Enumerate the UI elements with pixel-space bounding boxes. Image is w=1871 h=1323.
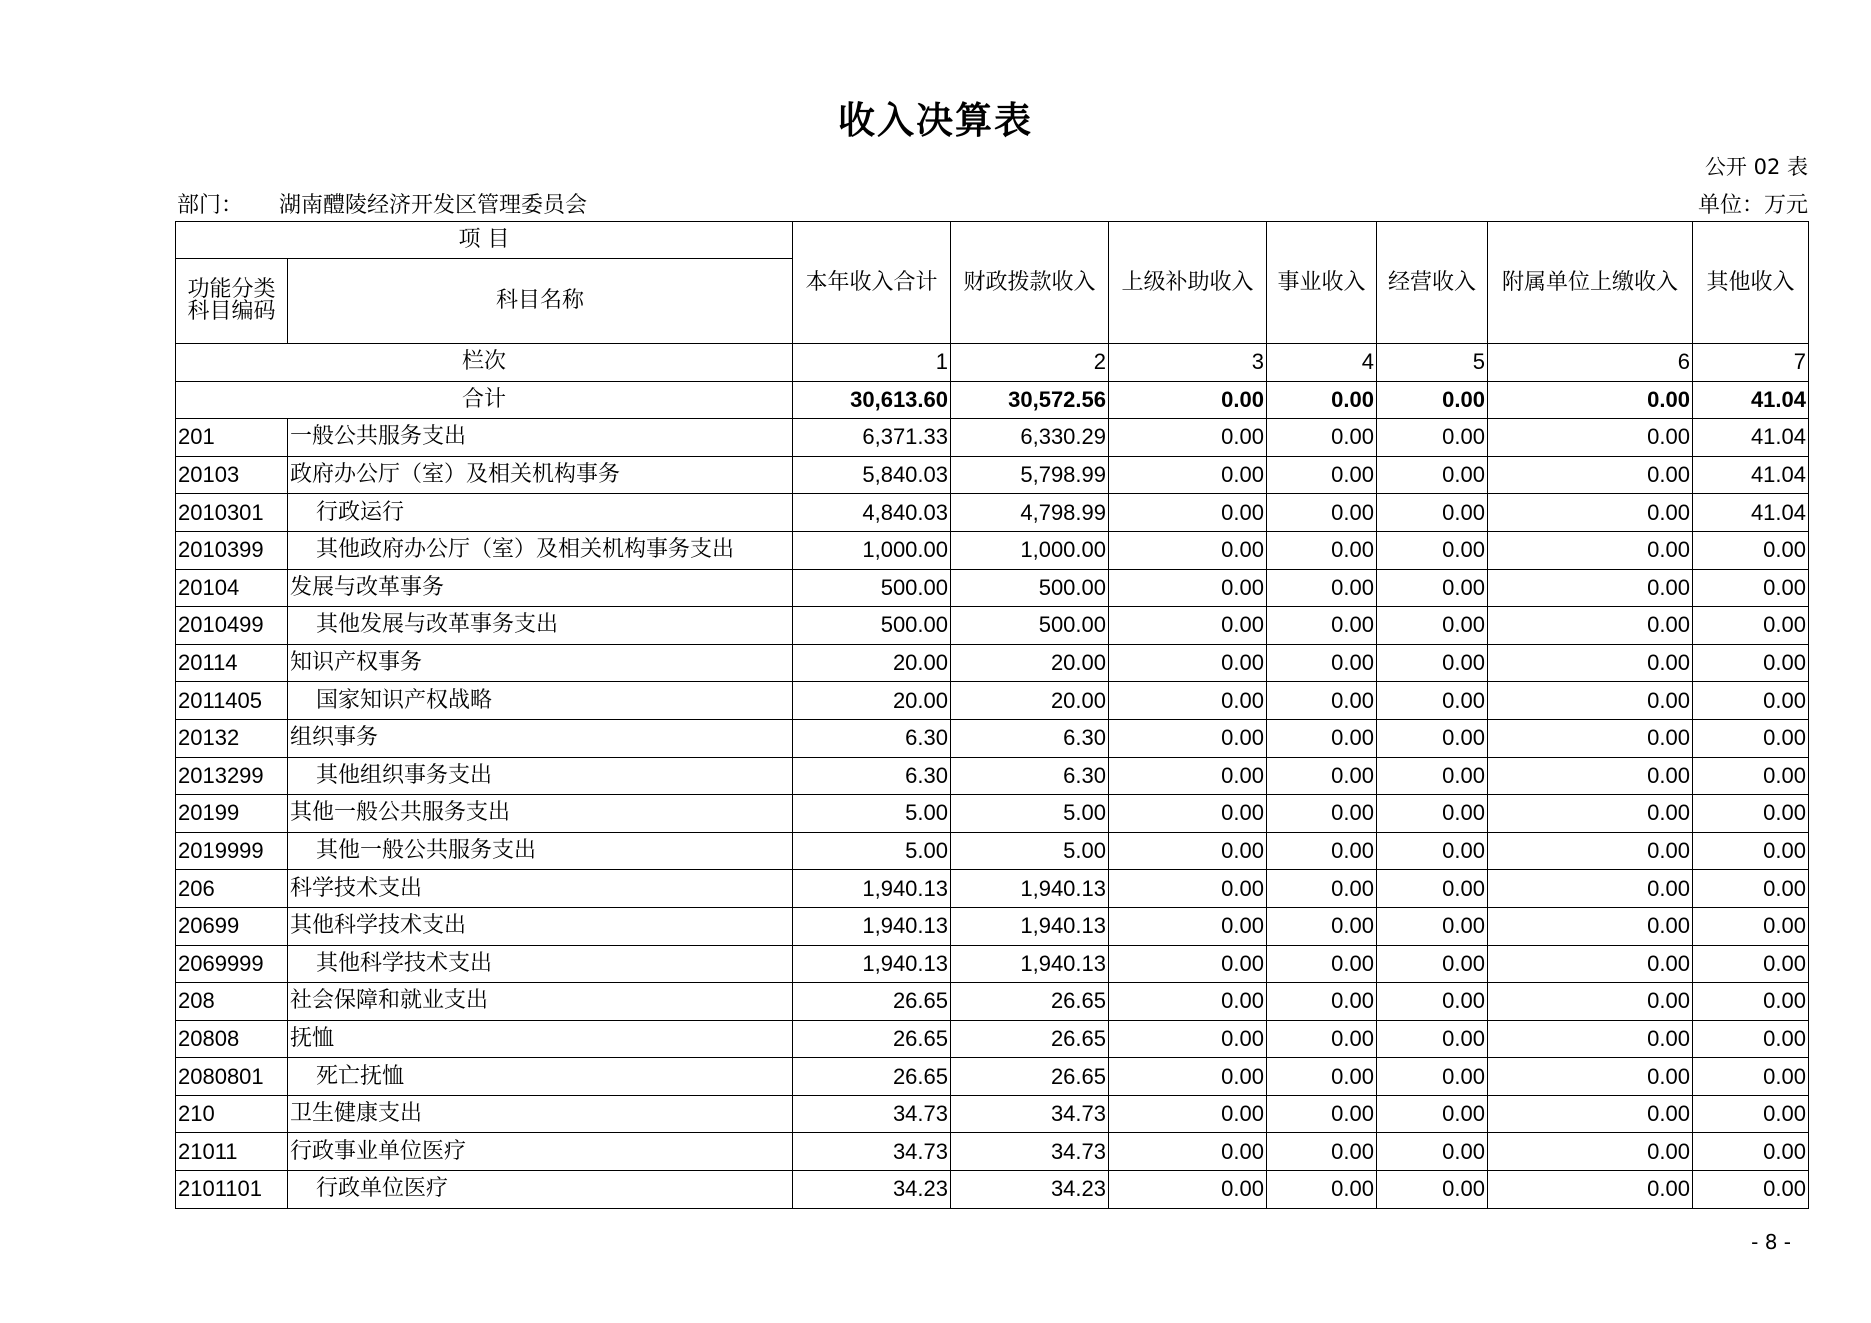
row-index-1: 1 — [793, 344, 951, 382]
value-col-5: 0.00 — [1377, 531, 1488, 569]
subject-code: 2019999 — [176, 832, 288, 870]
subject-code: 2013299 — [176, 757, 288, 795]
value-col-7: 0.00 — [1693, 1058, 1809, 1096]
unit-label: 单位：万元 — [1697, 193, 1808, 218]
subject-code: 2010399 — [176, 531, 288, 569]
subject-code: 20132 — [176, 719, 288, 757]
header-col-3: 上级补助收入 — [1109, 222, 1267, 344]
value-col-5: 0.00 — [1377, 1095, 1488, 1133]
value-col-4: 0.00 — [1267, 1058, 1377, 1096]
value-col-1: 5,840.03 — [793, 456, 951, 494]
table-row — [176, 795, 1809, 833]
value-col-7: 41.04 — [1693, 494, 1809, 532]
value-col-6: 0.00 — [1488, 832, 1693, 870]
value-col-4: 0.00 — [1267, 1020, 1377, 1058]
value-col-2: 500.00 — [951, 569, 1109, 607]
value-col-5: 0.00 — [1377, 945, 1488, 983]
subject-name: 死亡抚恤 — [288, 1058, 793, 1096]
value-col-6: 0.00 — [1488, 456, 1693, 494]
value-col-5: 0.00 — [1377, 870, 1488, 908]
subject-code: 20103 — [176, 456, 288, 494]
value-col-1: 1,940.13 — [793, 945, 951, 983]
value-col-5: 0.00 — [1377, 1020, 1488, 1058]
row-index-3: 3 — [1109, 344, 1267, 382]
value-col-6: 0.00 — [1488, 494, 1693, 532]
subject-name: 其他发展与改革事务支出 — [288, 607, 793, 645]
value-col-2: 20.00 — [951, 682, 1109, 720]
value-col-7: 0.00 — [1693, 719, 1809, 757]
value-col-2: 20.00 — [951, 644, 1109, 682]
value-col-7: 0.00 — [1693, 870, 1809, 908]
value-col-7: 0.00 — [1693, 644, 1809, 682]
value-col-4: 0.00 — [1267, 1171, 1377, 1209]
value-col-5: 0.00 — [1377, 719, 1488, 757]
value-col-5: 0.00 — [1377, 1133, 1488, 1171]
value-col-2: 1,940.13 — [951, 945, 1109, 983]
value-col-6: 0.00 — [1488, 757, 1693, 795]
value-col-1: 500.00 — [793, 569, 951, 607]
value-col-3: 0.00 — [1109, 907, 1267, 945]
value-col-3: 0.00 — [1109, 945, 1267, 983]
header-col-2: 财政拨款收入 — [951, 222, 1109, 344]
subject-code: 20114 — [176, 644, 288, 682]
department-name: 湖南醴陵经济开发区管理委员会 — [279, 193, 588, 218]
value-col-3: 0.00 — [1109, 644, 1267, 682]
page-title: 收入决算表 — [838, 98, 1033, 142]
value-col-2: 500.00 — [951, 607, 1109, 645]
row-index-label: 栏次 — [176, 344, 793, 382]
value-col-1: 20.00 — [793, 644, 951, 682]
total-value-4: 0.00 — [1267, 381, 1377, 419]
value-col-4: 0.00 — [1267, 494, 1377, 532]
total-value-3: 0.00 — [1109, 381, 1267, 419]
total-value-5: 0.00 — [1377, 381, 1488, 419]
table-row — [176, 983, 1809, 1021]
value-col-1: 6.30 — [793, 757, 951, 795]
value-col-3: 0.00 — [1109, 1171, 1267, 1209]
value-col-1: 6,371.33 — [793, 419, 951, 457]
value-col-4: 0.00 — [1267, 983, 1377, 1021]
row-index-7: 7 — [1693, 344, 1809, 382]
value-col-5: 0.00 — [1377, 1171, 1488, 1209]
table-row — [176, 644, 1809, 682]
subject-code: 206 — [176, 870, 288, 908]
value-col-3: 0.00 — [1109, 1020, 1267, 1058]
value-col-5: 0.00 — [1377, 795, 1488, 833]
value-col-5: 0.00 — [1377, 757, 1488, 795]
value-col-5: 0.00 — [1377, 983, 1488, 1021]
header-col-5: 经营收入 — [1377, 222, 1488, 344]
table-row — [176, 456, 1809, 494]
row-index — [176, 344, 1809, 382]
header-name: 科目名称 — [288, 259, 793, 344]
table-row — [176, 945, 1809, 983]
total-label: 合计 — [176, 381, 793, 419]
table-row — [176, 1095, 1809, 1133]
value-col-6: 0.00 — [1488, 907, 1693, 945]
table-row — [176, 569, 1809, 607]
value-col-2: 26.65 — [951, 1058, 1109, 1096]
value-col-1: 26.65 — [793, 983, 951, 1021]
total-value-6: 0.00 — [1488, 381, 1693, 419]
value-col-7: 0.00 — [1693, 1171, 1809, 1209]
value-col-5: 0.00 — [1377, 832, 1488, 870]
value-col-3: 0.00 — [1109, 1058, 1267, 1096]
subject-code: 210 — [176, 1095, 288, 1133]
value-col-2: 34.73 — [951, 1095, 1109, 1133]
table-row — [176, 757, 1809, 795]
value-col-5: 0.00 — [1377, 682, 1488, 720]
table-row — [176, 531, 1809, 569]
table-row — [176, 682, 1809, 720]
value-col-4: 0.00 — [1267, 456, 1377, 494]
value-col-3: 0.00 — [1109, 569, 1267, 607]
value-col-6: 0.00 — [1488, 419, 1693, 457]
value-col-4: 0.00 — [1267, 531, 1377, 569]
value-col-5: 0.00 — [1377, 907, 1488, 945]
value-col-7: 0.00 — [1693, 795, 1809, 833]
value-col-3: 0.00 — [1109, 607, 1267, 645]
value-col-4: 0.00 — [1267, 569, 1377, 607]
value-col-4: 0.00 — [1267, 795, 1377, 833]
row-index-4: 4 — [1267, 344, 1377, 382]
subject-name: 社会保障和就业支出 — [288, 983, 793, 1021]
subject-code: 2069999 — [176, 945, 288, 983]
value-col-1: 34.73 — [793, 1095, 951, 1133]
subject-name: 其他一般公共服务支出 — [288, 832, 793, 870]
value-col-1: 4,840.03 — [793, 494, 951, 532]
subject-code: 2010301 — [176, 494, 288, 532]
table-row — [176, 1020, 1809, 1058]
value-col-6: 0.00 — [1488, 719, 1693, 757]
value-col-2: 6.30 — [951, 757, 1109, 795]
row-index-5: 5 — [1377, 344, 1488, 382]
subject-code: 20104 — [176, 569, 288, 607]
header-row-top — [176, 222, 1809, 259]
value-col-3: 0.00 — [1109, 983, 1267, 1021]
subject-code: 2101101 — [176, 1171, 288, 1209]
value-col-7: 0.00 — [1693, 983, 1809, 1021]
value-col-1: 20.00 — [793, 682, 951, 720]
value-col-3: 0.00 — [1109, 832, 1267, 870]
page-number: - 8 - — [1751, 1230, 1791, 1254]
table-row — [176, 419, 1809, 457]
value-col-1: 5.00 — [793, 795, 951, 833]
subject-name: 科学技术支出 — [288, 870, 793, 908]
total-value-2: 30,572.56 — [951, 381, 1109, 419]
value-col-1: 1,940.13 — [793, 907, 951, 945]
table-row — [176, 719, 1809, 757]
subject-name: 卫生健康支出 — [288, 1095, 793, 1133]
subject-name: 其他组织事务支出 — [288, 757, 793, 795]
subject-name: 行政事业单位医疗 — [288, 1133, 793, 1171]
value-col-6: 0.00 — [1488, 945, 1693, 983]
value-col-2: 6.30 — [951, 719, 1109, 757]
value-col-5: 0.00 — [1377, 644, 1488, 682]
value-col-3: 0.00 — [1109, 419, 1267, 457]
department-line — [177, 188, 587, 219]
value-col-5: 0.00 — [1377, 456, 1488, 494]
value-col-6: 0.00 — [1488, 870, 1693, 908]
value-col-2: 5.00 — [951, 795, 1109, 833]
value-col-7: 0.00 — [1693, 1095, 1809, 1133]
value-col-4: 0.00 — [1267, 870, 1377, 908]
table-row — [176, 607, 1809, 645]
subject-name: 一般公共服务支出 — [288, 419, 793, 457]
table-row — [176, 1133, 1809, 1171]
value-col-4: 0.00 — [1267, 945, 1377, 983]
value-col-7: 0.00 — [1693, 607, 1809, 645]
table-row — [176, 832, 1809, 870]
table-row — [176, 1058, 1809, 1096]
subject-name: 国家知识产权战略 — [288, 682, 793, 720]
subject-code: 2011405 — [176, 682, 288, 720]
value-col-3: 0.00 — [1109, 719, 1267, 757]
value-col-5: 0.00 — [1377, 569, 1488, 607]
value-col-1: 26.65 — [793, 1058, 951, 1096]
subject-code: 20199 — [176, 795, 288, 833]
table-row — [176, 494, 1809, 532]
subject-name: 抚恤 — [288, 1020, 793, 1058]
value-col-4: 0.00 — [1267, 682, 1377, 720]
header-col-7: 其他收入 — [1693, 222, 1809, 344]
value-col-4: 0.00 — [1267, 1133, 1377, 1171]
value-col-5: 0.00 — [1377, 419, 1488, 457]
value-col-3: 0.00 — [1109, 456, 1267, 494]
value-col-6: 0.00 — [1488, 1095, 1693, 1133]
value-col-3: 0.00 — [1109, 1133, 1267, 1171]
value-col-2: 1,940.13 — [951, 870, 1109, 908]
value-col-6: 0.00 — [1488, 644, 1693, 682]
value-col-4: 0.00 — [1267, 419, 1377, 457]
value-col-1: 5.00 — [793, 832, 951, 870]
subject-code: 201 — [176, 419, 288, 457]
subject-code: 20699 — [176, 907, 288, 945]
value-col-6: 0.00 — [1488, 531, 1693, 569]
subject-code: 2010499 — [176, 607, 288, 645]
value-col-1: 500.00 — [793, 607, 951, 645]
total-row — [176, 381, 1809, 419]
value-col-5: 0.00 — [1377, 494, 1488, 532]
value-col-4: 0.00 — [1267, 607, 1377, 645]
value-col-3: 0.00 — [1109, 757, 1267, 795]
subject-name: 组织事务 — [288, 719, 793, 757]
row-index-2: 2 — [951, 344, 1109, 382]
header-col-4: 事业收入 — [1267, 222, 1377, 344]
subject-name: 知识产权事务 — [288, 644, 793, 682]
value-col-3: 0.00 — [1109, 795, 1267, 833]
subject-name: 其他科学技术支出 — [288, 945, 793, 983]
header-code: 功能分类科目编码 — [176, 259, 288, 344]
subject-name: 行政运行 — [288, 494, 793, 532]
total-value-7: 41.04 — [1693, 381, 1809, 419]
value-col-7: 0.00 — [1693, 832, 1809, 870]
value-col-1: 6.30 — [793, 719, 951, 757]
value-col-1: 1,940.13 — [793, 870, 951, 908]
value-col-1: 34.23 — [793, 1171, 951, 1209]
value-col-2: 26.65 — [951, 983, 1109, 1021]
subject-code: 208 — [176, 983, 288, 1021]
value-col-7: 0.00 — [1693, 569, 1809, 607]
value-col-2: 1,000.00 — [951, 531, 1109, 569]
value-col-3: 0.00 — [1109, 1095, 1267, 1133]
value-col-6: 0.00 — [1488, 569, 1693, 607]
value-col-7: 0.00 — [1693, 945, 1809, 983]
income-final-accounts-table — [175, 221, 1809, 1209]
value-col-5: 0.00 — [1377, 1058, 1488, 1096]
value-col-1: 1,000.00 — [793, 531, 951, 569]
subject-name: 其他政府办公厅（室）及相关机构事务支出 — [288, 531, 793, 569]
header-col-6: 附属单位上缴收入 — [1488, 222, 1693, 344]
value-col-3: 0.00 — [1109, 870, 1267, 908]
value-col-6: 0.00 — [1488, 1171, 1693, 1209]
value-col-6: 0.00 — [1488, 1020, 1693, 1058]
value-col-7: 0.00 — [1693, 531, 1809, 569]
value-col-2: 1,940.13 — [951, 907, 1109, 945]
value-col-6: 0.00 — [1488, 607, 1693, 645]
value-col-2: 34.73 — [951, 1133, 1109, 1171]
value-col-7: 0.00 — [1693, 682, 1809, 720]
subject-name: 发展与改革事务 — [288, 569, 793, 607]
subject-name: 行政单位医疗 — [288, 1171, 793, 1209]
department-label: 部门： — [177, 193, 244, 218]
value-col-4: 0.00 — [1267, 1095, 1377, 1133]
value-col-2: 34.23 — [951, 1171, 1109, 1209]
value-col-6: 0.00 — [1488, 795, 1693, 833]
value-col-4: 0.00 — [1267, 757, 1377, 795]
value-col-2: 4,798.99 — [951, 494, 1109, 532]
value-col-3: 0.00 — [1109, 682, 1267, 720]
value-col-1: 34.73 — [793, 1133, 951, 1171]
value-col-7: 0.00 — [1693, 1020, 1809, 1058]
table-row — [176, 1171, 1809, 1209]
value-col-1: 26.65 — [793, 1020, 951, 1058]
header-col-1: 本年收入合计 — [793, 222, 951, 344]
value-col-7: 0.00 — [1693, 757, 1809, 795]
value-col-4: 0.00 — [1267, 644, 1377, 682]
subject-code: 20808 — [176, 1020, 288, 1058]
value-col-2: 6,330.29 — [951, 419, 1109, 457]
value-col-7: 0.00 — [1693, 907, 1809, 945]
subject-name: 政府办公厅（室）及相关机构事务 — [288, 456, 793, 494]
value-col-2: 5.00 — [951, 832, 1109, 870]
value-col-3: 0.00 — [1109, 531, 1267, 569]
header-item: 项 目 — [176, 222, 793, 259]
subject-name: 其他科学技术支出 — [288, 907, 793, 945]
value-col-5: 0.00 — [1377, 607, 1488, 645]
value-col-7: 41.04 — [1693, 419, 1809, 457]
value-col-4: 0.00 — [1267, 719, 1377, 757]
table-row — [176, 870, 1809, 908]
value-col-4: 0.00 — [1267, 832, 1377, 870]
row-index-6: 6 — [1488, 344, 1693, 382]
value-col-3: 0.00 — [1109, 494, 1267, 532]
value-col-6: 0.00 — [1488, 983, 1693, 1021]
value-col-2: 5,798.99 — [951, 456, 1109, 494]
subject-name: 其他一般公共服务支出 — [288, 795, 793, 833]
value-col-7: 41.04 — [1693, 456, 1809, 494]
value-col-6: 0.00 — [1488, 1133, 1693, 1171]
value-col-4: 0.00 — [1267, 907, 1377, 945]
value-col-7: 0.00 — [1693, 1133, 1809, 1171]
table-row — [176, 907, 1809, 945]
value-col-2: 26.65 — [951, 1020, 1109, 1058]
form-number: 公开 02 表 — [1704, 155, 1808, 179]
subject-code: 2080801 — [176, 1058, 288, 1096]
total-value-1: 30,613.60 — [793, 381, 951, 419]
subject-code: 21011 — [176, 1133, 288, 1171]
value-col-6: 0.00 — [1488, 1058, 1693, 1096]
value-col-6: 0.00 — [1488, 682, 1693, 720]
